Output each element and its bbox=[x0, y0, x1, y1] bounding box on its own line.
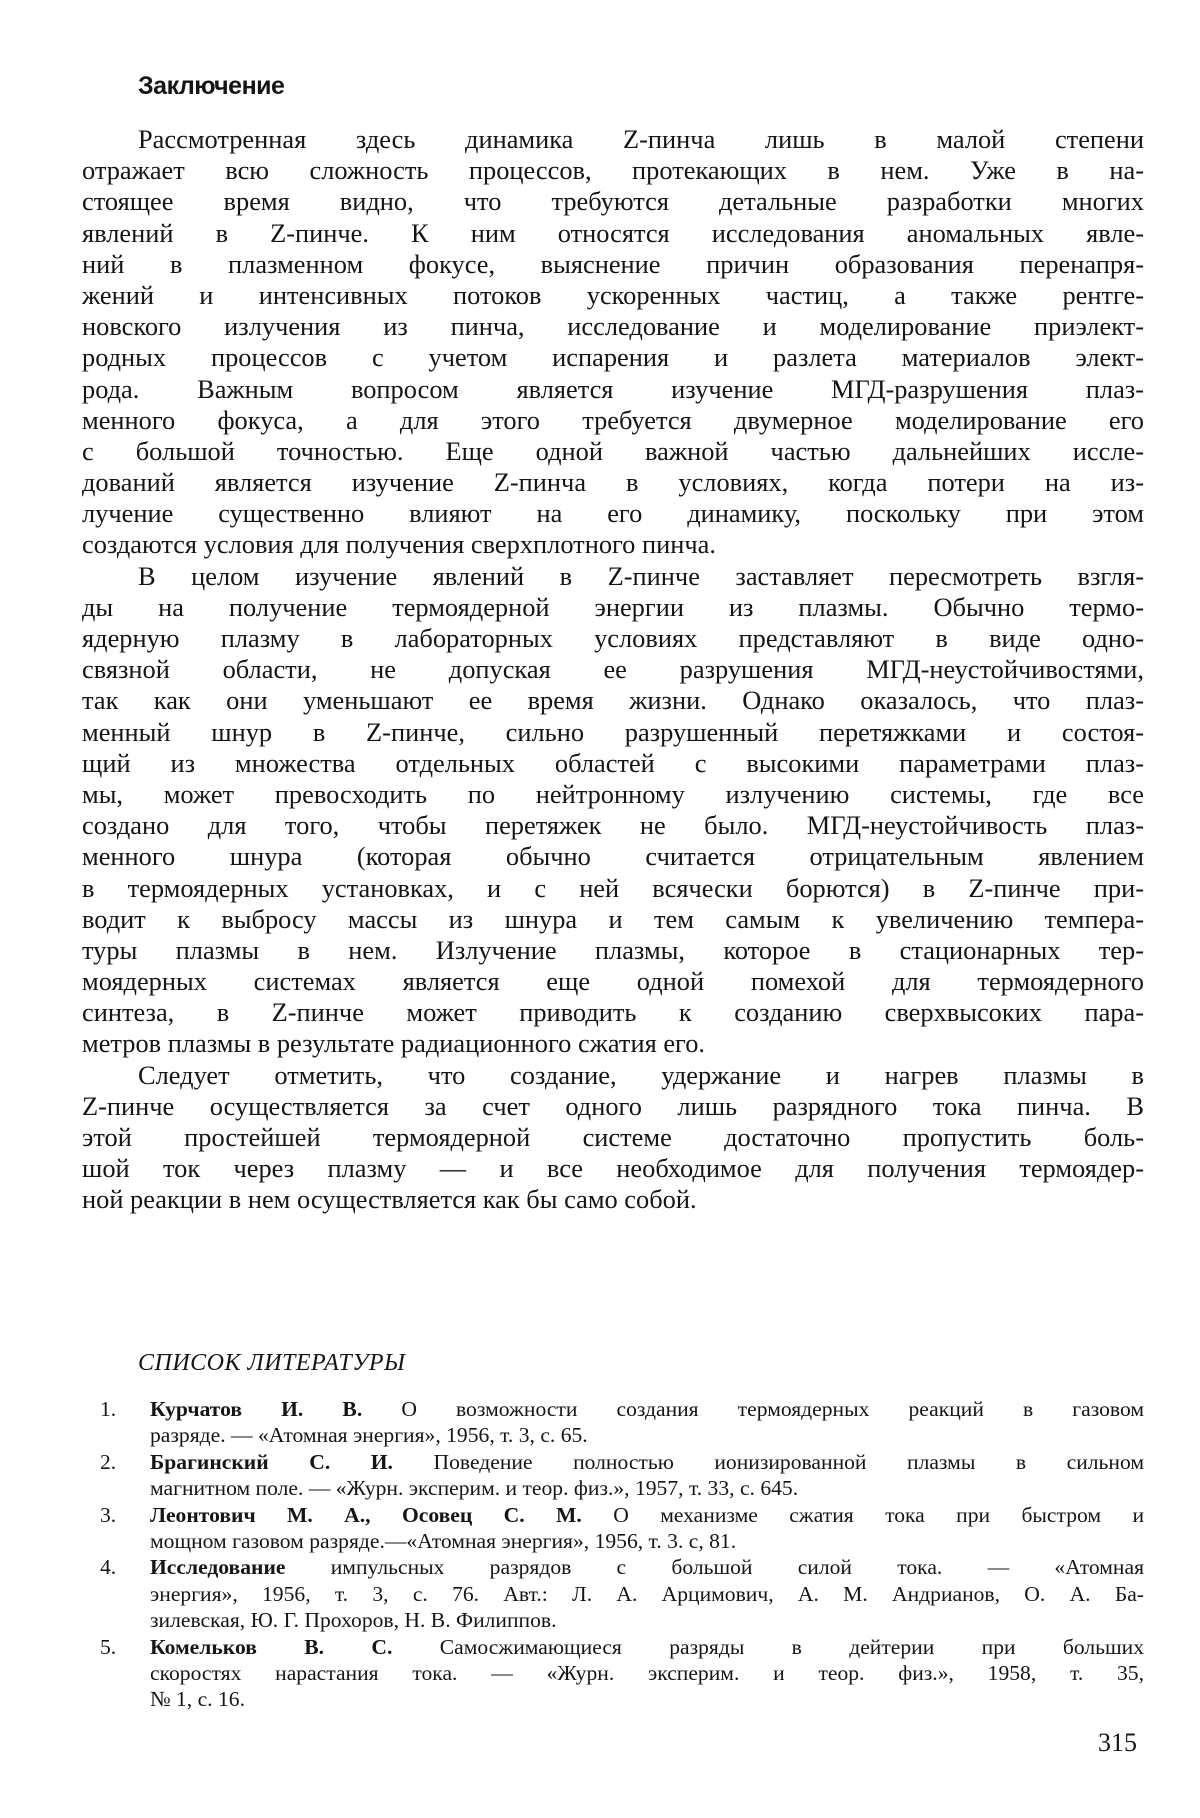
reference-line bbox=[150, 1449, 1144, 1475]
reference-line bbox=[150, 1634, 1144, 1660]
reference-text: О возможности создания термоядерных реакций в газовом bbox=[401, 1397, 1145, 1421]
text-line: дований является изучение Z-пинча в условиях, когда потери на из- bbox=[82, 467, 1144, 498]
reference-author: Леонтович М. А., Осовец С. М. bbox=[150, 1502, 582, 1527]
reference-text: Поведение полностью ионизированной плазмы в сильном bbox=[433, 1449, 1144, 1474]
reference-author: Комельков В. С. bbox=[150, 1634, 393, 1659]
references-list bbox=[100, 1396, 1144, 1713]
text-line: ний в плазменном фокусе, выяснение причин образования перенапря- bbox=[82, 248, 1144, 279]
reference-text: энергия», 1956, т. 3, с. 76. Авт.: Л. А. Арцимович, А. М. Андрианов, О. А. Ба- bbox=[150, 1581, 1144, 1606]
reference-text: О механизме сжатия тока при быстром и bbox=[613, 1502, 1145, 1527]
text-line: явлений в Z-пинче. К ним относятся исследования аномальных явле- bbox=[82, 217, 1144, 248]
text-line: менного фокуса, а для этого требуется двумерное моделирование его bbox=[82, 404, 1144, 435]
reference-line bbox=[150, 1554, 1144, 1580]
text-line: отражает всю сложность процессов, протекающих в нем. Уже в на- bbox=[82, 155, 1144, 186]
text-line: ной реакции в нем осуществляется как бы само собой. bbox=[82, 1184, 697, 1215]
text-line: родных процессов с учетом испарения и разлета материалов элект- bbox=[82, 342, 1144, 373]
text-line: так как они уменьшают ее время жизни. Однако оказалось, что плаз- bbox=[82, 685, 1144, 716]
text-line: ды на получение термоядерной энергии из плазмы. Обычно термо- bbox=[82, 591, 1144, 622]
reference-number: 3. bbox=[100, 1502, 117, 1527]
section-heading: Заключение bbox=[138, 72, 285, 100]
text-line: моядерных системах является еще одной помехой для термоядерного bbox=[82, 966, 1144, 997]
text-line: ядерную плазму в лабораторных условиях представляют в виде одно- bbox=[82, 623, 1144, 653]
paragraph bbox=[82, 124, 1144, 561]
reference-text: № 1, с. 16. bbox=[150, 1687, 245, 1712]
text-line: с большой точностью. Еще одной важной частью дальнейших иссле- bbox=[82, 435, 1144, 466]
reference-line bbox=[150, 1581, 1144, 1607]
text-line: стоящее время видно, что требуются детальные разработки многих bbox=[82, 186, 1144, 217]
reference-text: скоростях нарастания тока. — «Журн. эксперим. и теор. физ.», 1958, т. 35, bbox=[150, 1660, 1144, 1685]
text-line: метров плазмы в результате радиационного сжатия его. bbox=[82, 1028, 705, 1059]
reference-author: Курчатов И. В. bbox=[150, 1397, 363, 1421]
reference-text: мощном газовом разряде.—«Атомная энергия», 1956, т. 3. с, 81. bbox=[150, 1528, 737, 1553]
reference-line bbox=[150, 1502, 1144, 1528]
reference-item bbox=[100, 1634, 1144, 1713]
paragraphs bbox=[82, 124, 1144, 1216]
reference-line bbox=[150, 1528, 1144, 1554]
reference-line bbox=[150, 1422, 1144, 1448]
reference-author: Брагинский С. И. bbox=[150, 1449, 393, 1474]
text-line: создано для того, чтобы перетяжек не было. МГД-неустойчивость плаз- bbox=[82, 810, 1144, 841]
text-line: Рассмотренная здесь динамика Z-пинча лишь в малой степени bbox=[138, 124, 1144, 154]
text-line: синтеза, в Z-пинче может приводить к созданию сверхвысоких пара- bbox=[82, 997, 1144, 1028]
text-line: рода. Важным вопросом является изучение МГД-разрушения плаз- bbox=[82, 373, 1144, 404]
reference-item bbox=[100, 1502, 1144, 1555]
reference-line bbox=[150, 1396, 1144, 1422]
reference-number: 2. bbox=[100, 1449, 117, 1474]
page-number: 315 bbox=[1098, 1728, 1137, 1757]
reference-number: 5. bbox=[100, 1634, 117, 1659]
text-line: шой ток через плазму — и все необходимое для получения термоядер- bbox=[82, 1153, 1144, 1184]
reference-text: магнитном поле. — «Журн. эксперим. и теор. физ.», 1957, т. 33, с. 645. bbox=[150, 1476, 799, 1501]
text-line: лучение существенно влияют на его динамику, поскольку при этом bbox=[82, 498, 1144, 529]
reference-item bbox=[100, 1449, 1144, 1502]
text-line: менный шнур в Z-пинче, сильно разрушенный перетяжками и состоя- bbox=[82, 716, 1144, 747]
text-line: жений и интенсивных потоков ускоренных частиц, а также рентге- bbox=[82, 279, 1144, 310]
reference-text: зилевская, Ю. Г. Прохоров, Н. В. Филиппов. bbox=[150, 1608, 557, 1633]
paragraph bbox=[82, 1060, 1144, 1216]
reference-text: разряде. — «Атомная энергия», 1956, т. 3, с. 65. bbox=[150, 1423, 588, 1448]
text-line: Следует отметить, что создание, удержание и нагрев плазмы в bbox=[138, 1059, 1144, 1090]
text-line: этой простейшей термоядерной системе достаточно пропустить боль- bbox=[82, 1122, 1144, 1152]
text-line: Z-пинче осуществляется за счет одного лишь разрядного тока пинча. В bbox=[82, 1090, 1144, 1121]
text-line: щий из множества отдельных областей с высокими параметрами плаз- bbox=[82, 747, 1144, 778]
reference-line bbox=[150, 1607, 1144, 1633]
reference-line bbox=[150, 1660, 1144, 1686]
text-line: мы, может превосходить по нейтронному излучению системы, где все bbox=[82, 778, 1144, 809]
text-line: В целом изучение явлений в Z-пинче заставляет пересмотреть взгля- bbox=[138, 560, 1144, 591]
reference-number: 1. bbox=[100, 1397, 117, 1421]
text-line: новского излучения из пинча, исследование и моделирование приэлект- bbox=[82, 311, 1144, 342]
text-line: менного шнура (которая обычно считается отрицательным явлением bbox=[82, 841, 1144, 872]
reference-number: 4. bbox=[100, 1555, 117, 1580]
paragraph bbox=[82, 561, 1144, 1060]
text-line: водит к выбросу массы из шнура и тем самым к увеличению темпера- bbox=[82, 903, 1144, 934]
text-line: связной области, не допуская ее разрушения МГД-неустойчивостями, bbox=[82, 654, 1144, 685]
text-line: в термоядерных установках, и с ней всячески борются) в Z-пинче при- bbox=[82, 872, 1144, 903]
text-line: создаются условия для получения сверхплотного пинча. bbox=[82, 529, 716, 560]
reference-item bbox=[100, 1396, 1144, 1449]
references-title: СПИСОК ЛИТЕРАТУРЫ bbox=[138, 1350, 406, 1376]
reference-line bbox=[150, 1475, 1144, 1501]
reference-text: Самосжимающиеся разряды в дейтерии при больших bbox=[439, 1634, 1144, 1659]
body-text bbox=[82, 124, 1144, 1216]
text-line: туры плазмы в нем. Излучение плазмы, которое в стационарных тер- bbox=[82, 934, 1144, 965]
reference-line bbox=[150, 1686, 1144, 1712]
reference-item bbox=[100, 1554, 1144, 1633]
reference-text: импульсных разрядов с большой силой тока. — «Атомная bbox=[330, 1555, 1144, 1580]
reference-author: Исследование bbox=[150, 1555, 286, 1580]
